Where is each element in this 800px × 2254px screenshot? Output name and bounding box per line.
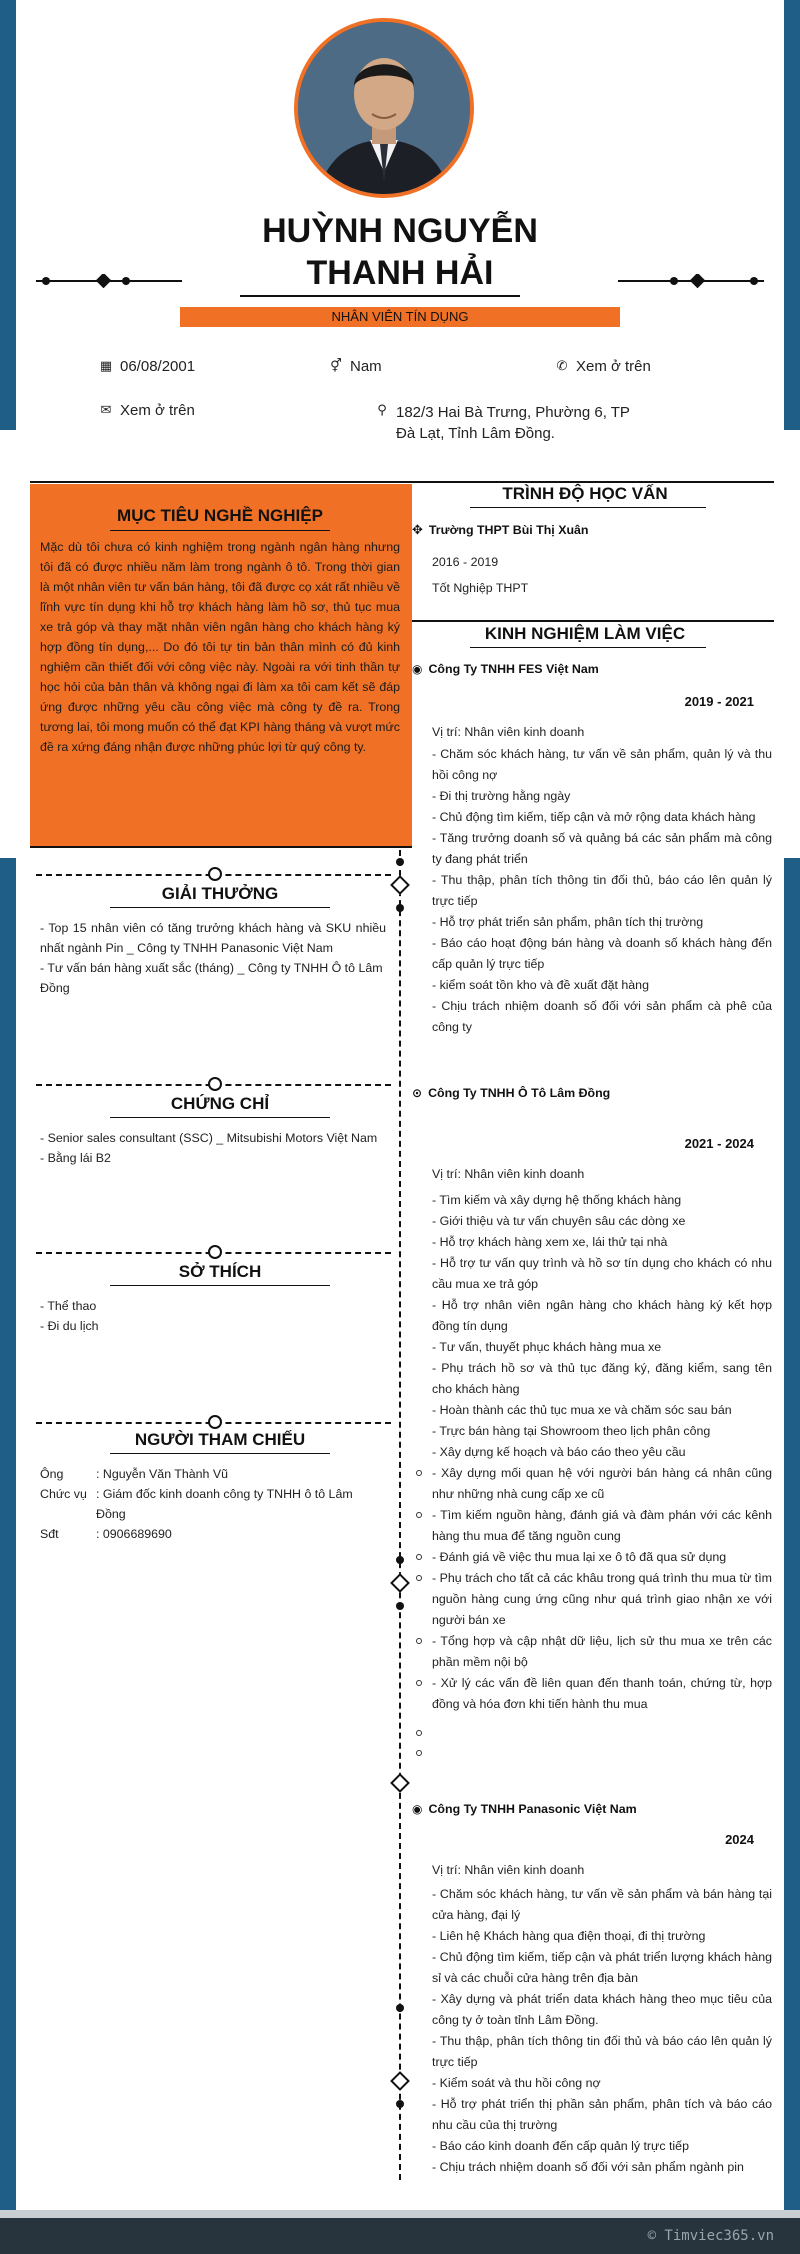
eye-icon: ◉ bbox=[412, 1802, 423, 1816]
calendar-icon: ▦ bbox=[99, 358, 113, 373]
deco-line-right bbox=[618, 274, 764, 288]
divider bbox=[412, 481, 774, 483]
section-title: MỤC TIÊU NGHỀ NGHIỆP bbox=[117, 506, 323, 525]
company-name: ◉ Công Ty TNHH FES Việt Nam bbox=[412, 662, 599, 676]
list-item: - Trực bán hàng tại Showroom theo lịch phân công bbox=[432, 1424, 711, 1438]
list-item: - Hoàn thành các thủ tục mua xe và chăm sóc sau bán bbox=[432, 1403, 732, 1417]
move-icon: ✥ bbox=[412, 522, 423, 537]
list-item: - Chăm sóc khách hàng, tư vấn về sản phẩm, quản lý và thu hồi công nợ bbox=[432, 747, 772, 782]
list-item: - Xây dựng mối quan hệ với người bán hàng cá nhân cũng như những nhà cung cấp xe cũ bbox=[432, 1463, 772, 1505]
list-item: - Chịu trách nhiệm doanh số đối với sản phẩm cà phê của công ty bbox=[432, 999, 772, 1034]
section-title: SỞ THÍCH bbox=[178, 1262, 262, 1281]
job-duties bbox=[432, 1884, 772, 2178]
list-item: - Phụ trách cho tất cả các khâu trong quá trình thu mua từ tìm nguồn hàng cung ứng cũng như quá trình giao nhận xe với người bán xe bbox=[432, 1568, 772, 1631]
reference-row: Chức vụ : Giám đốc kinh doanh công ty TNHH ô tô Lâm Đồng bbox=[40, 1487, 353, 1521]
list-item: - Chăm sóc khách hàng, tư vấn về sản phẩm và bán hàng tại cửa hàng, đại lý bbox=[432, 1887, 772, 1922]
reference-row: Sđt : 0906689690 bbox=[40, 1527, 172, 1541]
job-duties bbox=[432, 1190, 772, 1715]
list-item: - Báo cáo kinh doanh đến cấp quản lý trực tiếp bbox=[432, 2139, 689, 2153]
education-years: 2016 - 2019 bbox=[432, 555, 499, 569]
job-role: Vị trí: Nhân viên kinh doanh bbox=[432, 1863, 585, 1877]
objective-text: Mặc dù tôi chưa có kinh nghiệm trong ngành ngân hàng nhưng tôi đã có được nhiều năm làm trong ngành ô tô. Trong thời gian là một nhân viên tư vấn bán hàng, tôi đã được cọ xát rất nhiều về lĩnh vực tín dụng khi hỗ trợ khách hàng làm hồ sơ, thủ tục mua xe trả góp và thay mặt nhân viên ngân hàng cho khách hàng ký hợp đồng tín dụng,... Do đó tôi tự tin bản thân mình có đủ kinh nghiệm cần thiết đối với công việc này. Ngoài ra với tinh thần tự học hỏi của bản thân và không ngại đi làm xa tôi cam kết sẽ đáp ứng được những yêu cầu công việc mà công ty đề ra. Trong tương lai, tôi mong muốn có thể đạt KPI hàng tháng và vượt mức đề ra xứng đáng nhận được những phúc lợi từ quý công ty. bbox=[40, 540, 400, 754]
divider bbox=[30, 481, 412, 483]
career-objective bbox=[30, 484, 412, 846]
list-item: - Hỗ trợ tư vấn quy trình và hồ sơ tín dụng cho khách có nhu cầu mua xe trả góp bbox=[432, 1256, 772, 1291]
side-band-right bbox=[784, 0, 800, 430]
job-role: Vị trí: Nhân viên kinh doanh bbox=[432, 725, 585, 739]
list-item: - Thể thao bbox=[40, 1299, 97, 1313]
avatar bbox=[294, 18, 474, 198]
eye-icon: ◉ bbox=[412, 662, 423, 676]
info-email: ✉ Xem ở trên bbox=[98, 402, 195, 419]
side-band-left bbox=[0, 0, 16, 430]
list-item: - Thu thập, phân tích thông tin đối thủ và báo cáo lên quản lý trực tiếp bbox=[432, 2034, 772, 2069]
info-address: ⚲ 182/3 Hai Bà Trưng, Phường 6, TP Đà Lạt, Tỉnh Lâm Đồng. bbox=[374, 402, 630, 444]
list-item: - kiểm soát tồn kho và đề xuất đặt hàng bbox=[432, 978, 649, 992]
job-title: NHÂN VIÊN TÍN DỤNG bbox=[180, 307, 620, 327]
list-item: - Đi thị trường hằng ngày bbox=[432, 789, 571, 803]
section-title: NGƯỜI THAM CHIẾU bbox=[134, 1430, 306, 1449]
avatar-portrait bbox=[298, 22, 470, 194]
hobbies-list bbox=[40, 1296, 386, 1336]
list-item: - Báo cáo hoạt động bán hàng và doanh số khách hàng đến cấp quản lý trực tiếp bbox=[432, 936, 772, 971]
list-item: - Tư vấn, thuyết phục khách hàng mua xe bbox=[432, 1340, 662, 1354]
list-item: - Đi du lịch bbox=[40, 1319, 99, 1333]
side-band-left-lower bbox=[0, 858, 16, 2220]
list-item: - Phụ trách hồ sơ và thủ tục đăng ký, đăng kiểm, sang tên cho khách hàng bbox=[432, 1361, 772, 1396]
section-title: GIẢI THƯỞNG bbox=[161, 884, 279, 903]
timeline bbox=[399, 850, 401, 2180]
job-years: 2024 bbox=[725, 1832, 754, 1847]
location-icon: ⚲ bbox=[377, 402, 387, 417]
certificates-list bbox=[40, 1128, 386, 1168]
school-name: ✥ Trường THPT Bùi Thị Xuân bbox=[412, 522, 589, 537]
footer-watermark: © Timviec365.vn bbox=[647, 2228, 774, 2244]
list-item: - Chủ động tìm kiếm, tiếp cận và mở rộng data khách hàng bbox=[432, 810, 756, 824]
list-item: - Đánh giá về việc thu mua lại xe ô tô đã qua sử dụng bbox=[432, 1547, 772, 1568]
info-gender: ⚥ Nam bbox=[328, 358, 382, 375]
job-duties bbox=[432, 744, 772, 1038]
divider bbox=[30, 846, 412, 848]
name-underline bbox=[240, 295, 520, 297]
job-years: 2021 - 2024 bbox=[684, 1136, 754, 1151]
phone-icon: ✆ bbox=[556, 358, 568, 373]
section-title: KINH NGHIỆM LÀM VIỆC bbox=[484, 624, 686, 643]
list-item: - Top 15 nhân viên có tăng trưởng khách hàng và SKU nhiều nhất ngành Pin _ Công ty TNHH Panasonic Việt Nam bbox=[40, 921, 386, 955]
gender-icon: ⚥ bbox=[330, 358, 342, 373]
job-years: 2019 - 2021 bbox=[684, 694, 754, 709]
list-item: - Bằng lái B2 bbox=[40, 1151, 111, 1165]
reference-row: Ông : Nguyễn Văn Thành Vũ bbox=[40, 1467, 229, 1481]
list-item: - Liên hệ Khách hàng qua điện thoại, đi thị trường bbox=[432, 1929, 706, 1943]
email-icon: ✉ bbox=[100, 402, 112, 417]
list-item: - Thu thập, phân tích thông tin đối thủ, báo cáo lên quản lý trực tiếp bbox=[432, 873, 772, 908]
list-item: - Hỗ trợ phát triển thị phần sản phẩm, phân tích và báo cáo nhu cầu của thị trường bbox=[432, 2097, 772, 2132]
play-icon: ⊙ bbox=[412, 1086, 423, 1100]
deco-line-left bbox=[36, 274, 182, 288]
list-item: - Tìm kiếm và xây dựng hệ thống khách hàng bbox=[432, 1193, 682, 1207]
list-item: - Hỗ trợ phát triển sản phẩm, phân tích thị trường bbox=[432, 915, 704, 929]
section-title: CHỨNG CHỈ bbox=[170, 1094, 270, 1113]
list-item: - Tăng trưởng doanh số và quảng bá các sản phẩm mà công ty đang phát triển bbox=[432, 831, 772, 866]
list-item: - Xử lý các vấn đề liên quan đến thanh toán, chứng từ, hợp đồng và hóa đơn khi tiến hành thu mua bbox=[432, 1673, 772, 1715]
list-item: - Giới thiệu và tư vấn chuyên sâu các dòng xe bbox=[432, 1214, 686, 1228]
list-item: - Xây dựng và phát triển data khách hàng theo mục tiêu của công ty ở toàn tỉnh Lâm Đồng. bbox=[432, 1992, 772, 2027]
company-name: ◉ Công Ty TNHH Panasonic Việt Nam bbox=[412, 1802, 637, 1816]
list-item: - Tổng hợp và cập nhật dữ liệu, lịch sử thu mua xe trên các phần mềm nội bộ bbox=[432, 1631, 772, 1673]
info-dob: ▦ 06/08/2001 bbox=[99, 358, 196, 375]
list-item: - Chịu trách nhiệm doanh số đối với sản phẩm ngành pin bbox=[432, 2160, 744, 2174]
education-degree: Tốt Nghiệp THPT bbox=[432, 581, 529, 595]
list-item: - Tư vấn bán hàng xuất sắc (tháng) _ Công ty TNHH Ô tô Lâm Đồng bbox=[40, 961, 383, 995]
section-title: TRÌNH ĐỘ HỌC VẤN bbox=[502, 484, 668, 503]
list-item: - Tìm kiếm nguồn hàng, đánh giá và đàm phán với các kênh hàng thu mua để tăng nguồn cung bbox=[432, 1505, 772, 1547]
footer bbox=[0, 2218, 800, 2254]
list-item: - Kiểm soát và thu hồi công nợ bbox=[432, 2076, 601, 2090]
full-name: HUỲNH NGUYỄN THANH HẢI bbox=[262, 212, 538, 292]
list-item: - Xây dựng kế hoạch và báo cáo theo yêu cầu bbox=[432, 1445, 686, 1459]
side-band-right-lower bbox=[784, 858, 800, 2220]
job-role: Vị trí: Nhân viên kinh doanh bbox=[432, 1167, 585, 1181]
list-item: - Chủ động tìm kiếm, tiếp cận và phát triển lượng khách hàng sỉ và các chuỗi cửa hàng trên địa bàn bbox=[432, 1950, 772, 1985]
company-name: ⊙ Công Ty TNHH Ô Tô Lâm Đồng bbox=[412, 1086, 611, 1100]
reference-info bbox=[40, 1464, 380, 1544]
list-item: - Hỗ trợ nhân viên ngân hàng cho khách hàng ký kết hợp đồng tín dụng bbox=[432, 1298, 772, 1333]
awards-list bbox=[40, 918, 386, 998]
divider bbox=[400, 620, 774, 622]
info-phone: ✆ Xem ở trên bbox=[554, 358, 651, 375]
list-item: - Hỗ trợ khách hàng xem xe, lái thử tại nhà bbox=[432, 1235, 668, 1249]
list-item: - Senior sales consultant (SSC) _ Mitsubishi Motors Việt Nam bbox=[40, 1131, 378, 1145]
